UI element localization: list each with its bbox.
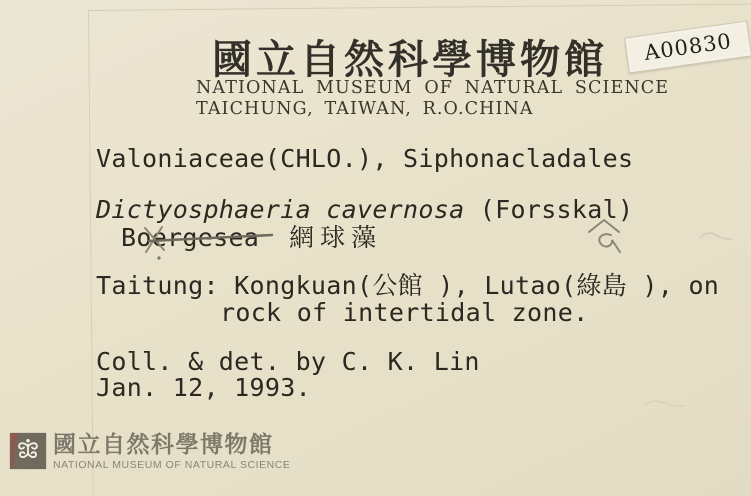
museum-logo-subtitle-en: NATIONAL MUSEUM OF NATURAL SCIENCE (53, 459, 291, 471)
pencil-dot (157, 256, 160, 259)
collector-line: Coll. & det. by C. K. Lin (96, 347, 480, 376)
museum-logo-title-zh: 國立自然科學博物館 (53, 432, 274, 458)
museum-title-en: NATIONAL MUSEUM OF NATURAL SCIENCE (196, 78, 670, 98)
synonym-line (121, 225, 382, 251)
accession-number: A00830 (642, 28, 734, 66)
synonym-name: Boergesea (121, 223, 260, 252)
family-order-line: Valoniaceae(CHLO.), Siphonacladales (96, 144, 634, 173)
locality-line-2: rock of intertidal zone. (220, 298, 589, 327)
species-name-italic: Dictyosphaeria cavernosa (96, 195, 465, 224)
common-name-zh: 網球藻 (289, 223, 383, 252)
museum-logo (10, 433, 290, 471)
accession-sticker (624, 21, 751, 74)
ghost-scribble-1 (700, 233, 732, 239)
pencil-caret-mark (589, 220, 620, 252)
plant-emblem-icon (12, 435, 44, 467)
museum-title-zh: 國立自然科學博物館 (212, 36, 608, 83)
ghost-scribble-2 (645, 401, 685, 406)
museum-location-en: TAICHUNG, TAIWAN, R.O.CHINA (196, 99, 534, 119)
locality-line-1: Taitung: Kongkuan(公館 ), Lutao(綠島 ), on (96, 271, 720, 300)
museum-logo-text (53, 433, 290, 471)
species-line (96, 197, 633, 223)
date-line: Jan. 12, 1993. (96, 373, 311, 402)
species-author: (Forsskal) (464, 195, 634, 224)
museum-logo-icon (10, 433, 46, 469)
